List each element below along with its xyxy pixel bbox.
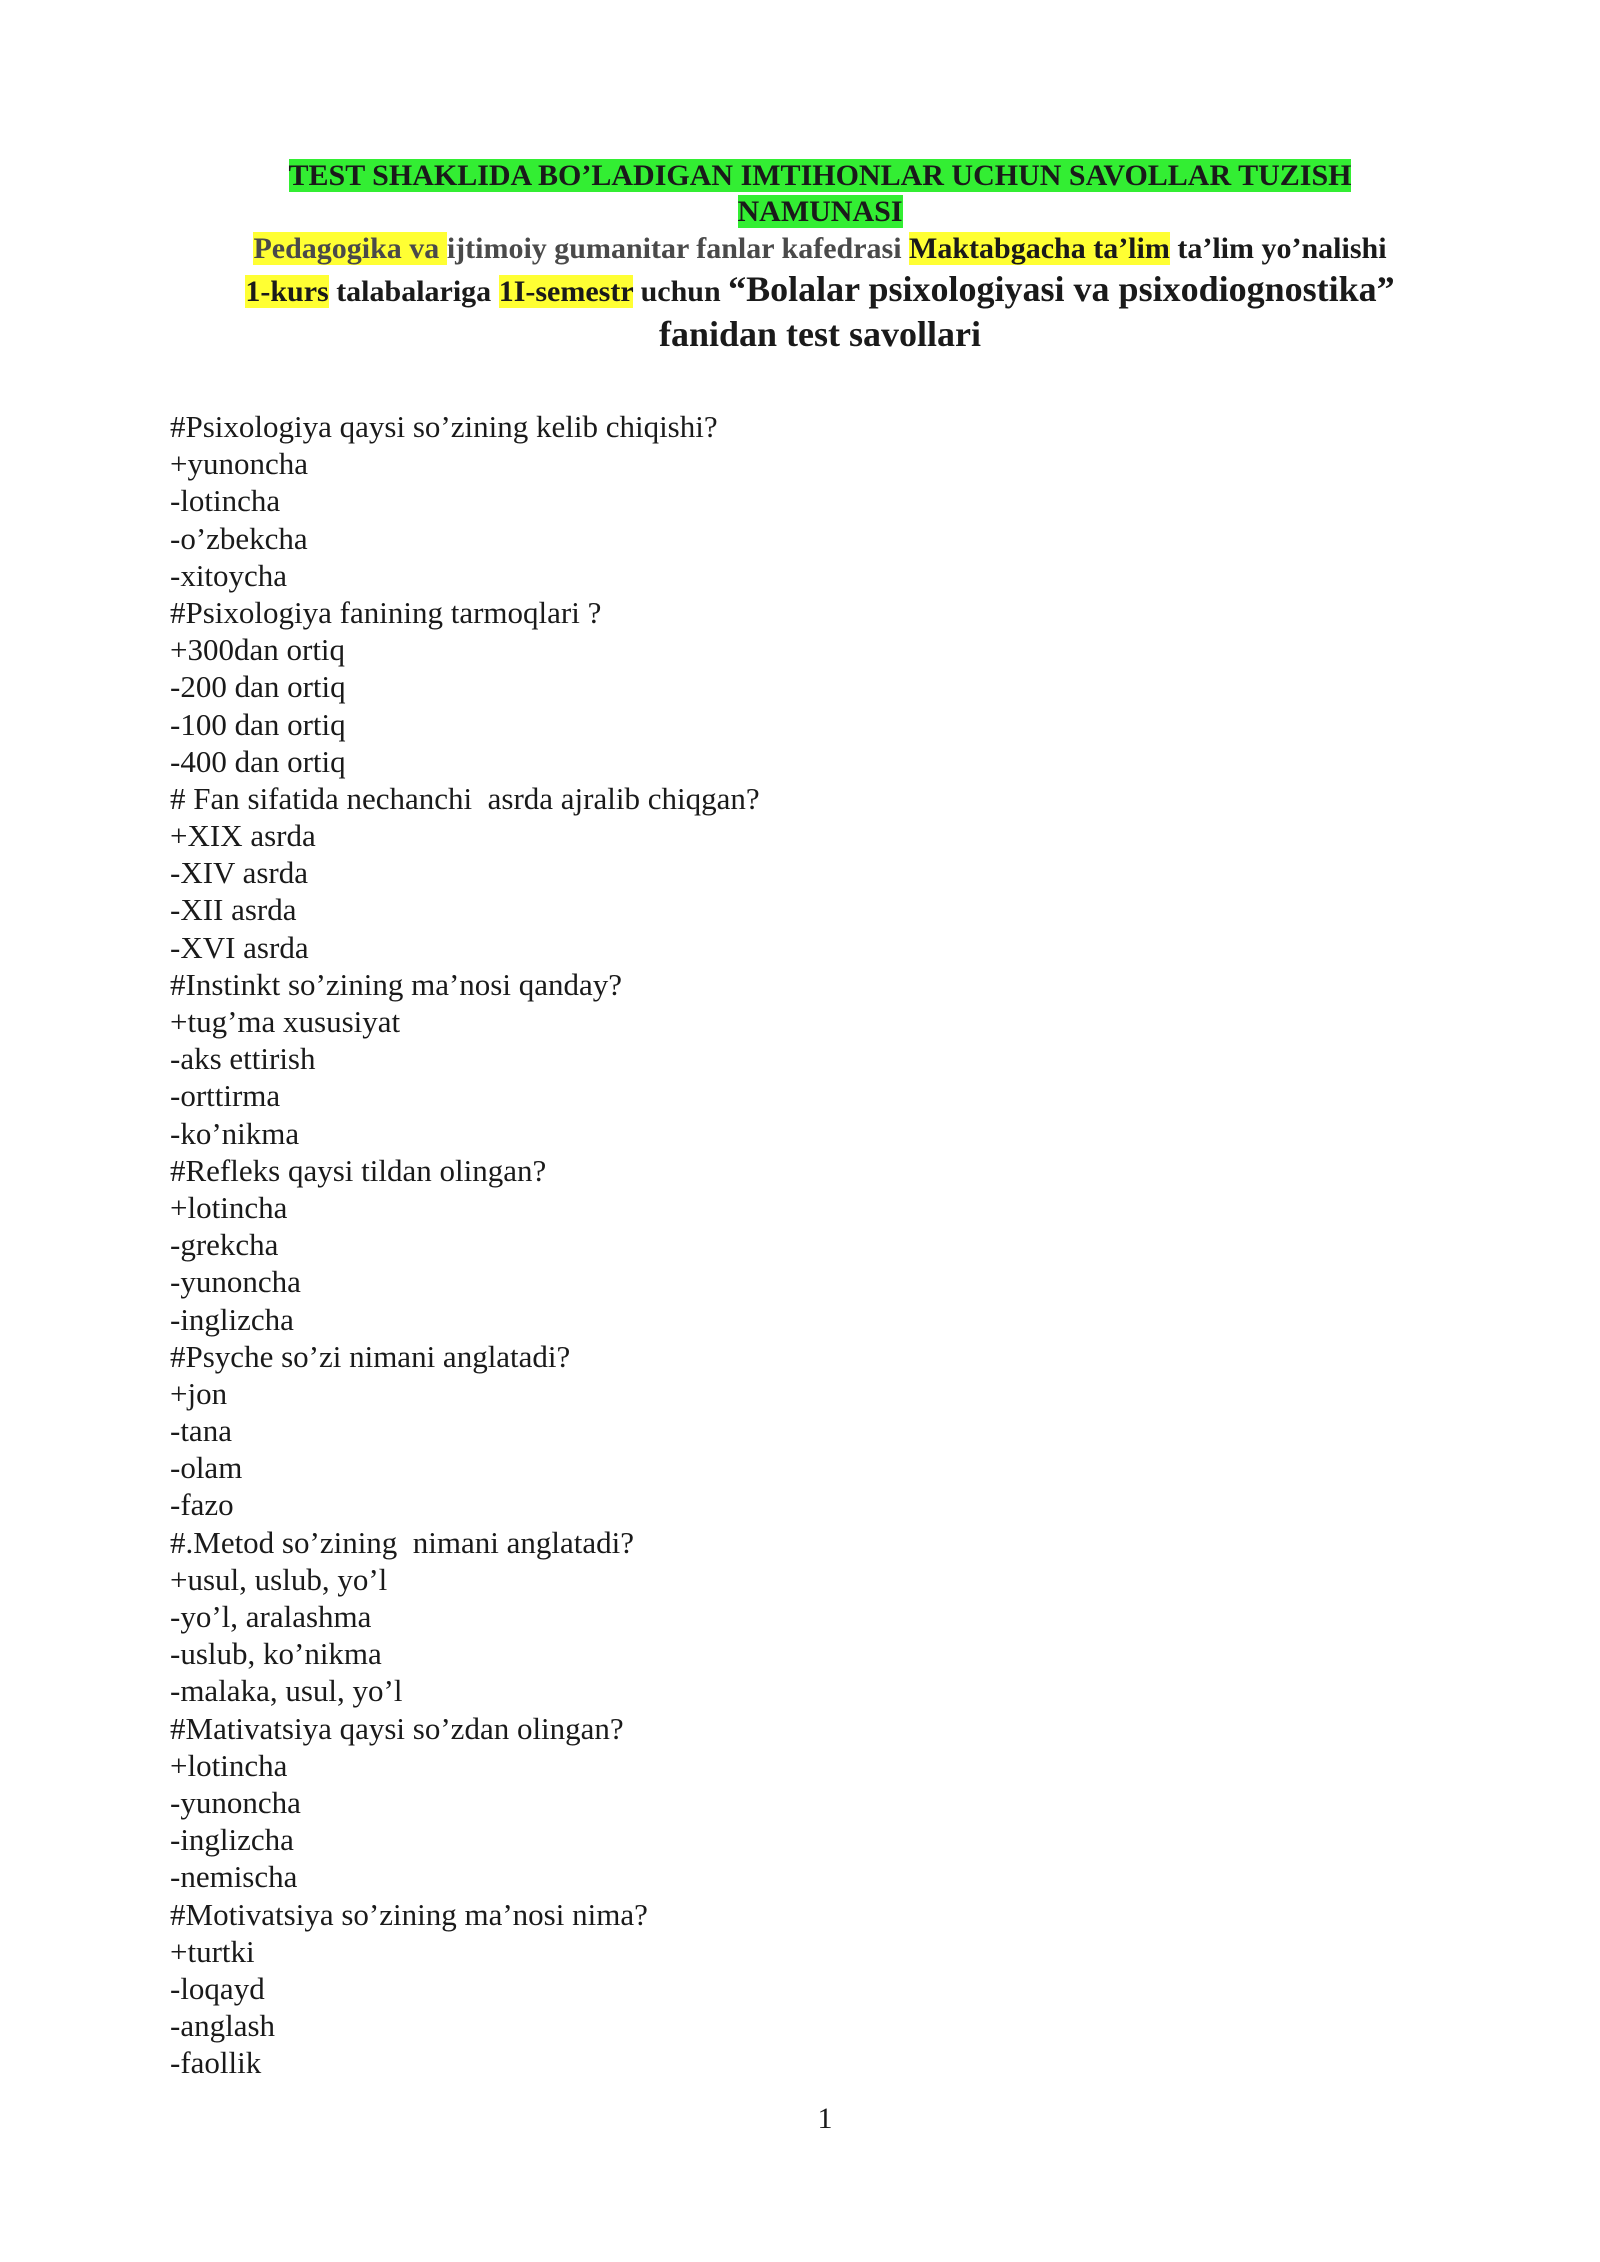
answer-option: +usul, uslub, yo’l — [170, 1561, 388, 1597]
question-text: # Fan sifatida nechanchi asrda ajralib chiqgan? — [170, 780, 760, 816]
answer-option: -yunoncha — [170, 1264, 301, 1300]
header-title-line2 — [160, 194, 1480, 230]
answer-option: -lotincha — [170, 483, 281, 519]
answer-option: +XIX asrda — [170, 818, 316, 854]
answer-option: -loqayd — [170, 1970, 265, 2006]
header-title-line1 — [160, 158, 1480, 194]
answer-option: -nemischa — [170, 1859, 298, 1895]
answer-option: -200 dan ortiq — [170, 669, 346, 705]
answer-option: -orttirma — [170, 1078, 281, 1114]
answer-option: -malaka, usul, yo’l — [170, 1673, 403, 1709]
answer-option: -o’zbekcha — [170, 520, 308, 556]
answer-option: -inglizcha — [170, 1301, 294, 1337]
question-text: #Refleks qaysi tildan olingan? — [170, 1152, 547, 1188]
header-course-line — [160, 268, 1480, 313]
answer-option: -100 dan ortiq — [170, 706, 346, 742]
dept-part-b: ijtimoiy gumanitar fanlar kafedrasi — [446, 232, 910, 265]
question-text: #Motivatsiya so’zining ma’nosi nima? — [170, 1896, 648, 1932]
document-header — [160, 158, 1480, 355]
answer-option: -yo’l, aralashma — [170, 1599, 372, 1634]
answer-option: -xitoycha — [170, 557, 288, 593]
answer-option: +turtki — [170, 1933, 255, 1969]
answer-option: -uslub, ko’nikma — [170, 1636, 382, 1672]
course-part-d: uchun — [633, 275, 729, 308]
question-text: #.Metod so’zining nimani anglatadi? — [170, 1524, 635, 1560]
question-text: #Mativatsiya qaysi so’zdan olingan? — [170, 1710, 624, 1746]
course-part-a: 1-kurs — [245, 275, 329, 308]
question-text: #Psixologiya fanining tarmoqlari ? — [170, 594, 602, 630]
answer-option: -XII asrda — [170, 892, 297, 928]
question-text: #Psyche so’zi nimani anglatadi? — [170, 1338, 571, 1374]
answer-option: +300dan ortiq — [170, 632, 346, 668]
course-part-b: talabalariga — [328, 275, 499, 308]
header-subtitle: fanidan test savollari — [658, 314, 981, 354]
answer-option: +tug’ma xususiyat — [170, 1004, 401, 1039]
course-part-c: 1I-semestr — [498, 275, 634, 308]
answer-option: -inglizcha — [170, 1822, 294, 1858]
question-text: #Psixologiya qaysi so’zining kelib chiqishi? — [170, 409, 718, 444]
questions-list — [170, 408, 1370, 2081]
question-text: #Instinkt so’zining ma’nosi qanday? — [170, 966, 622, 1002]
answer-option: -fazo — [170, 1487, 234, 1523]
answer-option: +yunoncha — [170, 446, 309, 482]
course-subject: “Bolalar psixologiyasi va psixodiognostika” — [728, 269, 1395, 309]
answer-option: -tana — [170, 1413, 232, 1449]
answer-option: +lotincha — [170, 1189, 288, 1225]
header-department-line — [160, 230, 1480, 268]
answer-option: -anglash — [170, 2008, 276, 2044]
answer-option: -400 dan ortiq — [170, 743, 346, 779]
answer-option: -olam — [170, 1450, 243, 1486]
answer-option: -grekcha — [170, 1227, 279, 1263]
title-line1-text: TEST SHAKLIDA BO’LADIGAN IMTIHONLAR UCHUN SAVOLLAR TUZISH — [288, 159, 1352, 192]
answer-option: -ko’nikma — [170, 1115, 300, 1151]
answer-option: +jon — [170, 1375, 228, 1411]
answer-option: -faollik — [170, 2045, 262, 2081]
dept-part-a: Pedagogika va — [253, 232, 447, 265]
answer-option: +lotincha — [170, 1747, 288, 1783]
answer-option: -yunoncha — [170, 1784, 301, 1820]
answer-option: -aks ettirish — [170, 1041, 316, 1077]
page-number: 1 — [817, 2102, 833, 2135]
answer-option: -XIV asrda — [170, 855, 309, 891]
dept-part-d: ta’lim yo’nalishi — [1169, 232, 1387, 265]
dept-part-c: Maktabgacha ta’lim — [909, 232, 1170, 265]
title-line2-text: NAMUNASI — [737, 195, 903, 228]
answer-option: -XVI asrda — [170, 929, 309, 965]
